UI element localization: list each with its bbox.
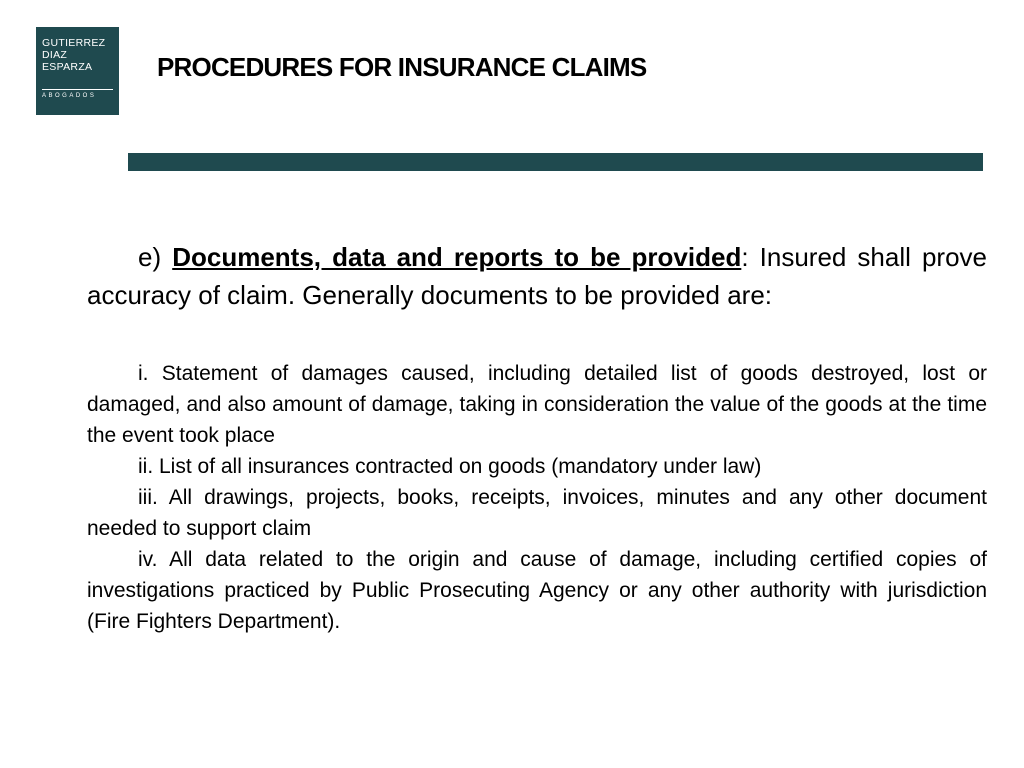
- list-item-iv: iv. All data related to the origin and cause of damage, including certified copies of investigations practiced by Public Prosecuting Agency or any other authority with jurisdiction (Fire Fighters Department).: [87, 548, 987, 633]
- logo-line-2: DIAZ: [42, 49, 68, 61]
- list-item-ii: ii. List of all insurances contracted on goods (mandatory under law): [138, 455, 762, 478]
- section-text: Insured shall prove accuracy of claim. Generally documents to be provided are:: [87, 242, 988, 310]
- section-intro-paragraph: [87, 238, 987, 314]
- section-separator: :: [741, 242, 749, 272]
- page-title: PROCEDURES FOR INSURANCE CLAIMS: [157, 52, 647, 82]
- document-list: [87, 358, 987, 637]
- section-prefix: e): [138, 242, 162, 272]
- slide-content: [87, 238, 987, 637]
- list-item-iii: iii. All drawings, projects, books, receipts, invoices, minutes and any other document needed to support claim: [87, 486, 987, 540]
- logo-divider: [42, 89, 113, 90]
- logo-subtitle: ABOGADOS: [42, 93, 97, 99]
- title-underline-bar: [128, 153, 983, 171]
- section-heading: Documents, data and reports to be provided: [172, 242, 742, 272]
- logo-line-1: GUTIERREZ: [42, 37, 106, 49]
- company-logo: [36, 27, 119, 115]
- logo-line-3: ESPARZA: [42, 61, 93, 73]
- list-item-i: i. Statement of damages caused, including detailed list of goods destroyed, lost or damaged, and also amount of damage, taking in consideration the value of the goods at the time the event took place: [87, 362, 987, 447]
